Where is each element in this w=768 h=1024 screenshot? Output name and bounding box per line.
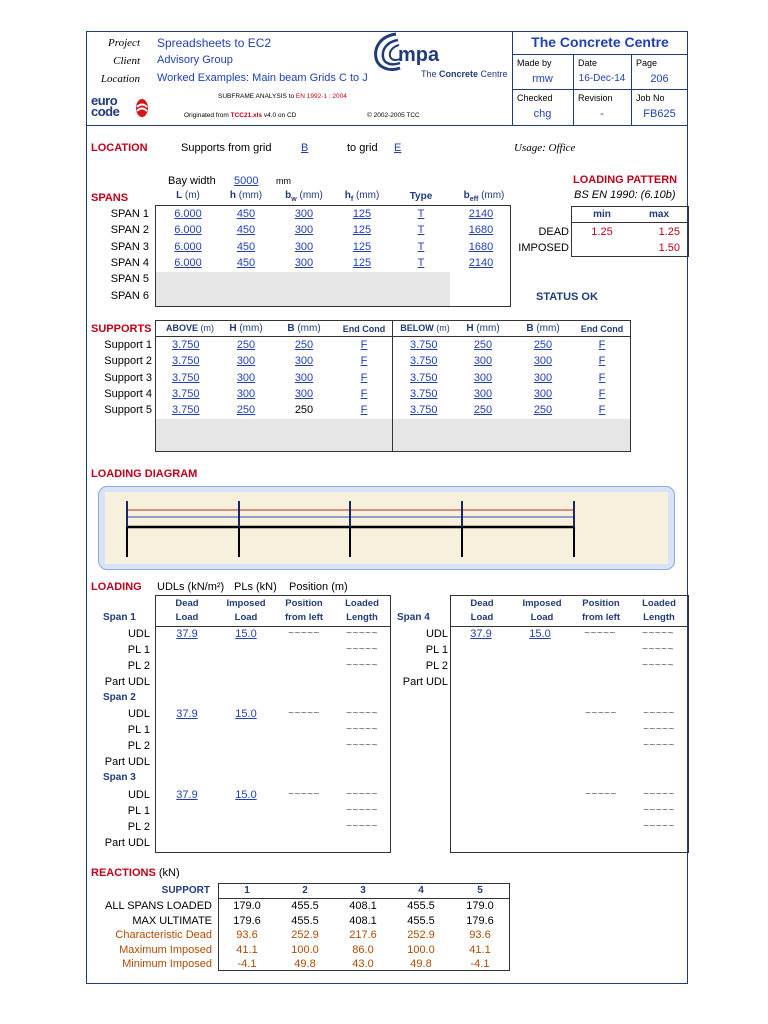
span-hf-field[interactable]: 125 <box>352 208 372 220</box>
loading-col-header: Imposed <box>522 598 562 609</box>
span-L-field[interactable]: 6.000 <box>174 256 202 269</box>
loading-section-title: LOADING <box>91 581 142 593</box>
reaction-value: 455.5 <box>407 900 435 912</box>
eurocode-logo: euro code <box>91 97 157 121</box>
support-a-field[interactable]: 3.750 <box>172 355 200 368</box>
position-placeholder: ~~~~~ <box>288 708 320 719</box>
span-row-label: SPAN 2 <box>110 224 149 237</box>
imposed-load-field[interactable]: 15.0 <box>235 628 257 640</box>
support-ae-field[interactable]: F <box>360 387 368 400</box>
location-label: Location <box>100 73 140 85</box>
position-placeholder: ~~~~~ <box>585 708 617 719</box>
reaction-value: 252.9 <box>407 929 435 941</box>
support-ah-field[interactable]: 300 <box>236 387 256 400</box>
support-b-field[interactable]: 3.750 <box>410 404 438 417</box>
dead-min: 1.25 <box>591 226 613 238</box>
reaction-value: 179.0 <box>233 900 261 912</box>
support-bb-field[interactable]: 300 <box>533 387 553 400</box>
reaction-value: 93.6 <box>469 929 491 941</box>
length-placeholder: ~~~~~ <box>346 789 378 800</box>
col-header-type: Type <box>409 191 433 202</box>
supports-from-label: Supports from grid <box>181 142 272 154</box>
dead-load-field[interactable]: 37.9 <box>176 708 198 720</box>
loading-col-header: Length <box>346 612 378 623</box>
loading-row-label: PL 2 <box>425 660 448 672</box>
support-bh-field[interactable]: 300 <box>473 387 493 400</box>
support-row-label: Support 3 <box>104 371 152 384</box>
reaction-col-header: 3 <box>360 885 366 896</box>
above-h-header: H (mm) <box>229 323 263 334</box>
support-ae-field[interactable]: F <box>360 355 368 368</box>
loading-col-header: Load <box>470 612 494 623</box>
length-placeholder: ~~~~~ <box>642 660 674 671</box>
reaction-value: 86.0 <box>352 943 374 956</box>
eurocode-swoosh-icon <box>135 98 149 118</box>
loading-row-label: PL 2 <box>127 740 150 752</box>
support-bb-field[interactable]: 300 <box>533 371 553 384</box>
reaction-row-label: Maximum Imposed <box>119 943 212 956</box>
support-bb-field[interactable]: 300 <box>533 355 553 368</box>
location-value: Worked Examples: Main beam Grids C to J <box>157 72 368 84</box>
span-L-field[interactable]: 6.000 <box>174 224 202 237</box>
support-bb-field[interactable]: 250 <box>533 339 553 351</box>
reaction-value: 455.5 <box>407 914 435 927</box>
span-beff-field[interactable]: 2140 <box>468 256 494 269</box>
support-a-field[interactable]: 3.750 <box>172 371 200 384</box>
location-section-title: LOCATION <box>91 142 148 154</box>
length-placeholder: ~~~~~ <box>643 805 675 816</box>
project-value: Spreadsheets to EC2 <box>157 36 272 50</box>
support-ah-field[interactable]: 300 <box>236 371 256 384</box>
to-grid-field[interactable]: E <box>394 142 402 154</box>
bay-width-label: Bay width <box>168 175 216 187</box>
dead-load-field[interactable]: 37.9 <box>176 628 198 640</box>
page-value: 206 <box>650 73 669 85</box>
reaction-row-label: MAX ULTIMATE <box>132 914 212 927</box>
length-placeholder: ~~~~~ <box>346 708 378 719</box>
loading-col-header: Position <box>582 598 620 609</box>
loading-row-label: PL 1 <box>127 805 150 817</box>
span-hf-field[interactable]: 125 <box>352 256 372 269</box>
loading-row-label: UDL <box>425 628 448 640</box>
reaction-col-header: 2 <box>302 885 308 896</box>
length-placeholder: ~~~~~ <box>346 724 378 735</box>
page-label: Page <box>636 58 658 68</box>
length-placeholder: ~~~~~ <box>346 740 378 751</box>
subframe-analysis: SUBFRAME ANALYSIS to EN 1992-1 : 2004 <box>218 93 347 100</box>
spans-empty-area <box>156 272 450 306</box>
loading-col-header: Dead <box>175 598 199 609</box>
support-row-label: Support 1 <box>104 339 152 351</box>
reaction-value: -4.1 <box>470 958 490 970</box>
support-ae-field[interactable]: F <box>360 339 368 351</box>
beam-diagram <box>99 487 676 571</box>
spans-section-title: SPANS <box>91 192 129 204</box>
loading-span-label: Span 3 <box>103 772 136 783</box>
reaction-value: 93.6 <box>236 929 258 941</box>
reaction-value: 455.5 <box>291 914 319 927</box>
client-value: Advisory Group <box>157 54 233 66</box>
support-a-field[interactable]: 3.750 <box>172 339 200 351</box>
loading-span-label: Span 1 <box>103 612 136 623</box>
loading-col-header: Imposed <box>226 598 266 609</box>
bay-width-unit: mm <box>276 176 291 186</box>
position-unit: Position (m) <box>289 581 348 593</box>
imposed-load-field[interactable]: 15.0 <box>529 628 551 640</box>
support-row-label: Support 5 <box>104 404 152 417</box>
support-b-field[interactable]: 3.750 <box>410 339 438 351</box>
position-placeholder: ~~~~~ <box>288 628 320 639</box>
loading-diagram <box>98 486 675 570</box>
reaction-col-header: 1 <box>244 885 250 896</box>
below-endcond-header: End Cond <box>580 324 624 334</box>
to-grid-label: to grid <box>347 142 378 154</box>
support-b-field[interactable]: 3.750 <box>410 371 438 384</box>
mpa-logo-text: mpa <box>398 44 440 66</box>
support-ah-field[interactable]: 250 <box>236 404 256 417</box>
span-beff-field[interactable]: 1680 <box>468 224 494 237</box>
support-header: SUPPORT <box>161 885 210 896</box>
support-bh-field[interactable]: 300 <box>473 355 493 368</box>
length-placeholder: ~~~~~ <box>346 644 378 655</box>
made-by-label: Made by <box>517 58 552 68</box>
length-placeholder: ~~~~~ <box>346 660 378 671</box>
length-placeholder: ~~~~~ <box>643 724 675 735</box>
revision-label: Revision <box>578 93 613 103</box>
loading-row-label: PL 1 <box>127 724 150 736</box>
support-ab-field[interactable]: 250 <box>294 404 314 417</box>
support-a-field[interactable]: 3.750 <box>172 404 200 417</box>
length-placeholder: ~~~~~ <box>643 740 675 751</box>
imposed-load-field[interactable]: 15.0 <box>235 708 257 720</box>
support-ah-field[interactable]: 300 <box>236 355 256 368</box>
reaction-row-label: Characteristic Dead <box>115 929 212 941</box>
loading-col-header: Loaded <box>345 598 379 609</box>
length-placeholder: ~~~~~ <box>643 821 675 832</box>
imposed-max: 1.50 <box>658 242 680 254</box>
span-type-field[interactable]: T <box>417 208 425 220</box>
support-row-label: Support 4 <box>104 387 152 400</box>
reaction-value: 252.9 <box>291 929 319 941</box>
loading-row-label: PL 1 <box>425 644 448 656</box>
support-bh-field[interactable]: 250 <box>473 339 493 351</box>
loading-span-label: Span 4 <box>397 612 430 623</box>
pl-unit: PLs (kN) <box>234 581 277 593</box>
support-ab-field[interactable]: 300 <box>294 355 314 368</box>
support-b-field[interactable]: 3.750 <box>410 355 438 368</box>
support-row-label: Support 2 <box>104 355 152 368</box>
checked-label: Checked <box>517 93 553 103</box>
revision-value: - <box>600 108 604 120</box>
above-b-header: B (mm) <box>287 323 321 334</box>
loading-row-label: Part UDL <box>104 756 150 768</box>
originated-line: Originated from TCC21.xls v4.0 on CD <box>184 112 297 119</box>
span-h-field[interactable]: 450 <box>236 256 256 269</box>
support-be-field[interactable]: F <box>598 404 606 417</box>
dead-load-field[interactable]: 37.9 <box>470 628 492 640</box>
reaction-value: 41.1 <box>236 943 258 956</box>
span-h-field[interactable]: 450 <box>236 208 256 220</box>
reaction-value: 217.6 <box>349 929 377 941</box>
tcc-title: The Concrete Centre <box>531 34 669 50</box>
loading-col-header: Load <box>234 612 258 623</box>
loading-row-label: UDL <box>127 789 150 801</box>
span-bw-field[interactable]: 300 <box>294 208 314 220</box>
above-endcond-header: End Cond <box>342 324 386 334</box>
loading-row-label: PL 2 <box>127 821 150 833</box>
status-ok: STATUS OK <box>536 291 598 303</box>
col-header-h: h (mm) <box>229 190 263 201</box>
position-placeholder: ~~~~~ <box>584 628 616 639</box>
col-header-bw: $b_w$ (mm) <box>285 190 323 203</box>
support-be-field[interactable]: F <box>598 355 606 368</box>
reaction-value: 100.0 <box>291 943 319 956</box>
supports-empty-left <box>156 419 392 451</box>
reaction-value: 49.8 <box>294 958 316 970</box>
date-label: Date <box>578 58 598 68</box>
copyright: © 2002-2005 TCC <box>367 112 420 119</box>
length-placeholder: ~~~~~ <box>642 628 674 639</box>
length-placeholder: ~~~~~ <box>346 805 378 816</box>
header-divider <box>86 125 688 126</box>
support-ab-field[interactable]: 250 <box>294 339 314 351</box>
below-b-header: B (mm) <box>526 323 560 334</box>
dead-max: 1.25 <box>658 226 680 238</box>
col-header-L: L (m) <box>176 190 200 201</box>
reaction-value: 179.6 <box>466 914 494 927</box>
reaction-value: 455.5 <box>291 900 319 912</box>
length-placeholder: ~~~~~ <box>642 644 674 655</box>
made-by-value: rmw <box>532 73 553 85</box>
span-beff-field[interactable]: 1680 <box>468 240 494 253</box>
imposed-load-field[interactable]: 15.0 <box>235 789 257 801</box>
span-type-field[interactable]: T <box>417 256 425 269</box>
support-be-field[interactable]: F <box>598 339 606 351</box>
support-ab-field[interactable]: 300 <box>294 387 314 400</box>
support-bh-field[interactable]: 250 <box>473 404 493 417</box>
reaction-value: 49.8 <box>410 958 432 970</box>
span-row-label: SPAN 1 <box>110 208 149 220</box>
support-be-field[interactable]: F <box>598 371 606 384</box>
loading-row-label: Part UDL <box>402 676 448 688</box>
span-h-field[interactable]: 450 <box>236 240 256 253</box>
length-placeholder: ~~~~~ <box>643 708 675 719</box>
loading-row-label: PL 1 <box>127 644 150 656</box>
loading-row-label: PL 2 <box>127 660 150 672</box>
support-ab-field[interactable]: 300 <box>294 371 314 384</box>
reaction-col-header: 4 <box>418 885 424 896</box>
span-row-label: SPAN 4 <box>110 256 149 269</box>
reaction-value: 41.1 <box>469 943 491 956</box>
span-row-label: SPAN 3 <box>110 240 149 253</box>
min-header: min <box>593 209 611 220</box>
loading-col-header: Load <box>530 612 554 623</box>
reaction-value: 179.6 <box>233 914 261 927</box>
length-placeholder: ~~~~~ <box>346 628 378 639</box>
loading-col-header: from left <box>582 612 620 623</box>
support-ah-field[interactable]: 250 <box>236 339 256 351</box>
loading-col-header: Position <box>285 598 323 609</box>
below-h-header: H (mm) <box>466 323 500 334</box>
reactions-section-title: REACTIONS (kN) <box>91 867 180 879</box>
job-value: FB625 <box>643 108 676 120</box>
span-row-label: SPAN 6 <box>110 289 149 302</box>
reaction-value: 43.0 <box>352 958 374 970</box>
span-type-field[interactable]: T <box>417 240 425 253</box>
reaction-value: 100.0 <box>407 943 435 956</box>
span-h-field[interactable]: 450 <box>236 224 256 237</box>
loading-col-header: Load <box>175 612 199 623</box>
supports-empty-right <box>393 419 630 451</box>
loading-diagram-title: LOADING DIAGRAM <box>91 468 198 480</box>
bay-width-field[interactable]: 5000 <box>234 175 259 187</box>
reaction-value: 179.0 <box>466 900 494 912</box>
loading-row-label: UDL <box>127 628 150 640</box>
span-bw-field[interactable]: 300 <box>294 240 314 253</box>
span-hf-field[interactable]: 125 <box>352 224 372 237</box>
reaction-value: 408.1 <box>349 914 377 927</box>
loading-pattern-title: LOADING PATTERN <box>573 174 678 186</box>
loading-col-header: Length <box>643 612 675 623</box>
length-placeholder: ~~~~~ <box>643 789 675 800</box>
reaction-value: 408.1 <box>349 900 377 912</box>
loading-col-header: Loaded <box>642 598 676 609</box>
from-grid-field[interactable]: B <box>301 142 309 154</box>
support-b-field[interactable]: 3.750 <box>410 387 438 400</box>
span-type-field[interactable]: T <box>417 224 425 237</box>
reaction-value: -4.1 <box>237 958 257 970</box>
supports-section-title: SUPPORTS <box>91 323 152 335</box>
support-be-field[interactable]: F <box>598 387 606 400</box>
span-L-field[interactable]: 6.000 <box>174 240 202 253</box>
length-placeholder: ~~~~~ <box>346 821 378 832</box>
span-bw-field[interactable]: 300 <box>294 256 314 269</box>
above-header: ABOVE (m) <box>165 323 214 333</box>
project-label: Project <box>108 37 140 49</box>
support-ae-field[interactable]: F <box>360 371 368 384</box>
imposed-label: IMPOSED <box>518 242 569 254</box>
loading-col-header: from left <box>285 612 323 623</box>
max-header: max <box>648 209 669 220</box>
dead-load-field[interactable]: 37.9 <box>176 789 198 801</box>
col-header-hf: $h_f$ (mm) <box>344 190 380 203</box>
span-L-field[interactable]: 6.000 <box>174 208 202 220</box>
span-beff-field[interactable]: 2140 <box>468 208 494 220</box>
mpa-subtitle: The Concrete Centre <box>421 69 508 79</box>
position-placeholder: ~~~~~ <box>585 789 617 800</box>
reaction-row-label: ALL SPANS LOADED <box>105 900 212 912</box>
udl-unit: UDLs (kN/m²) <box>157 581 225 593</box>
job-label: Job No <box>636 93 665 103</box>
support-bh-field[interactable]: 300 <box>473 371 493 384</box>
usage-label: Usage: Office <box>514 142 576 154</box>
support-a-field[interactable]: 3.750 <box>172 387 200 400</box>
position-placeholder: ~~~~~ <box>288 789 320 800</box>
span-row-label: SPAN 5 <box>110 273 149 286</box>
span-hf-field[interactable]: 125 <box>352 240 372 253</box>
reaction-col-header: 5 <box>477 885 483 896</box>
checked-value: chg <box>533 108 552 120</box>
col-header-beff: $b_{eff}$ (mm) <box>463 190 505 203</box>
loading-pattern-ref: BS EN 1990: (6.10b) <box>574 189 676 201</box>
loading-row-label: Part UDL <box>104 676 150 688</box>
loading-row-label: UDL <box>127 708 150 720</box>
below-header: BELOW (m) <box>400 323 450 333</box>
loading-row-label: Part UDL <box>104 837 150 849</box>
span-bw-field[interactable]: 300 <box>294 224 314 237</box>
support-ae-field[interactable]: F <box>360 404 368 417</box>
date-value: 16-Dec-14 <box>578 73 626 84</box>
loading-span-label: Span 2 <box>103 692 136 703</box>
loading-col-header: Dead <box>470 598 494 609</box>
client-label: Client <box>113 55 140 67</box>
support-bb-field[interactable]: 250 <box>533 404 553 417</box>
reaction-row-label: Minimum Imposed <box>122 958 212 970</box>
dead-label: DEAD <box>538 226 569 238</box>
